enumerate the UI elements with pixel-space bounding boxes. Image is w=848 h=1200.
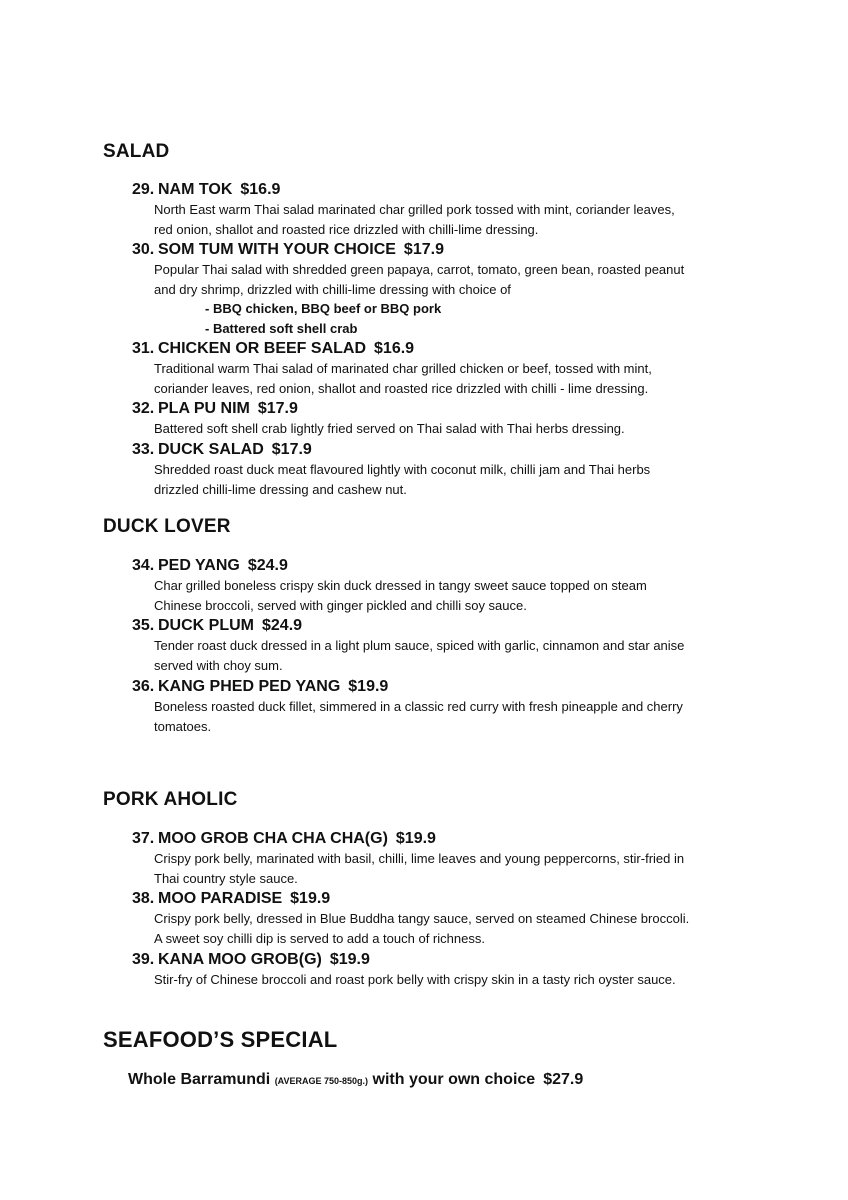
item-header [132, 889, 772, 909]
special-item-weight-note: (AVERAGE 750-850g.) [274, 1076, 369, 1086]
item-number: 34. [132, 557, 155, 574]
item-description-line: Thai country style sauce. [154, 870, 298, 886]
item-number: 31. [132, 340, 155, 357]
item-description-line: red onion, shallot and roasted rice drizzled with chilli-lime dressing. [154, 221, 539, 237]
item-description-line: Crispy pork belly, marinated with basil, chilli, lime leaves and young peppercorns, stir-fried in [154, 851, 685, 866]
section-title-duck-lover: DUCK LOVER [103, 516, 231, 537]
item-description-line: A sweet soy chilli dip is served to add a touch of richness. [154, 930, 485, 946]
item-description-line: Traditional warm Thai salad of marinated char grilled chicken or beef, tossed with mint, [154, 361, 652, 376]
item-number: 38. [132, 890, 155, 907]
item-price: $17.9 [403, 241, 444, 258]
item-name: PED YANG [158, 557, 240, 574]
section-title-salad: SALAD [103, 141, 170, 162]
item-description-line: Battered soft shell crab lightly fried served on Thai salad with Thai herbs dressing. [154, 421, 625, 436]
item-price: $19.9 [348, 678, 389, 695]
item-name: MOO GROB CHA CHA CHA(G) [158, 830, 388, 847]
item-price: $19.9 [290, 890, 331, 907]
item-price: $17.9 [271, 441, 312, 458]
menu-item-30 [132, 240, 772, 338]
item-header [132, 180, 772, 200]
item-description-line: Char grilled boneless crispy skin duck dressed in tangy sweet sauce topped on steam [154, 578, 647, 593]
item-header [132, 677, 772, 697]
item-number: 30. [132, 241, 155, 258]
item-header [132, 616, 772, 636]
item-description-line: Tender roast duck dressed in a light plum sauce, spiced with garlic, cinnamon and star anise [154, 638, 685, 653]
menu-item-32 [132, 399, 772, 439]
menu-item-36 [132, 677, 772, 736]
item-price: $24.9 [247, 557, 288, 574]
item-header [132, 950, 772, 970]
special-item-name: Whole Barramundi [128, 1071, 271, 1088]
item-header [132, 556, 772, 576]
item-number: 37. [132, 830, 155, 847]
item-description-line: and dry shrimp, drizzled with chilli-lime dressing with choice of [154, 281, 511, 297]
item-number: 39. [132, 951, 155, 968]
item-name: NAM TOK [158, 181, 233, 198]
section-title-pork-aholic: PORK AHOLIC [103, 789, 238, 810]
item-name: MOO PARADISE [158, 890, 283, 907]
item-description-line: Stir-fry of Chinese broccoli and roast pork belly with crispy skin in a tasty rich oyster sauce. [154, 972, 676, 987]
menu-item-35 [132, 616, 772, 675]
item-name: KANG PHED PED YANG [158, 678, 341, 695]
special-item-barramundi [128, 1071, 583, 1089]
item-option: - BBQ chicken, BBQ beef or BBQ pork [205, 301, 442, 316]
item-name: DUCK SALAD [158, 441, 264, 458]
item-description-line: coriander leaves, red onion, shallot and roasted rice drizzled with chilli - lime dressing. [154, 380, 649, 396]
item-header [132, 440, 772, 460]
section-title-seafood-special: SEAFOOD’S SPECIAL [103, 1027, 338, 1052]
item-description-line: Crispy pork belly, dressed in Blue Buddha tangy sauce, served on steamed Chinese broccoli. [154, 911, 690, 926]
special-item-price: $27.9 [543, 1071, 584, 1088]
item-number: 29. [132, 181, 155, 198]
item-description-line: Boneless roasted duck fillet, simmered in a classic red curry with fresh pineapple and cherry [154, 699, 683, 714]
item-number: 35. [132, 617, 155, 634]
menu-item-38 [132, 889, 772, 948]
item-name: SOM TUM WITH YOUR CHOICE [158, 241, 396, 258]
item-name: DUCK PLUM [158, 617, 254, 634]
menu-item-34 [132, 556, 772, 615]
item-header [132, 829, 772, 849]
item-number: 32. [132, 400, 155, 417]
menu-item-31 [132, 339, 772, 398]
item-header [132, 399, 772, 419]
item-description-line: served with choy sum. [154, 657, 283, 673]
item-price: $16.9 [374, 340, 415, 357]
item-description-line: Shredded roast duck meat flavoured lightly with coconut milk, chilli jam and Thai herbs [154, 462, 651, 477]
item-header [132, 240, 772, 260]
item-description-line: Chinese broccoli, served with ginger pickled and chilli soy sauce. [154, 597, 527, 613]
item-number: 33. [132, 441, 155, 458]
special-item-suffix: with your own choice [372, 1071, 536, 1088]
item-description-line: North East warm Thai salad marinated char grilled pork tossed with mint, coriander leaves, [154, 202, 675, 217]
item-name: CHICKEN OR BEEF SALAD [158, 340, 367, 357]
menu-item-39 [132, 950, 772, 990]
item-name: PLA PU NIM [158, 400, 250, 417]
item-price: $19.9 [329, 951, 370, 968]
menu-item-33 [132, 440, 772, 499]
item-name: KANA MOO GROB(G) [158, 951, 322, 968]
menu-item-37 [132, 829, 772, 888]
item-option: - Battered soft shell crab [205, 320, 358, 336]
item-description-line: drizzled chilli-lime dressing and cashew nut. [154, 481, 407, 497]
item-price: $19.9 [395, 830, 436, 847]
item-description-line: tomatoes. [154, 718, 212, 734]
item-number: 36. [132, 678, 155, 695]
item-header [132, 339, 772, 359]
item-price: $24.9 [262, 617, 303, 634]
menu-item-29 [132, 180, 772, 239]
item-price: $16.9 [240, 181, 281, 198]
item-price: $17.9 [257, 400, 298, 417]
item-description-line: Popular Thai salad with shredded green papaya, carrot, tomato, green bean, roasted peanut [154, 262, 685, 277]
